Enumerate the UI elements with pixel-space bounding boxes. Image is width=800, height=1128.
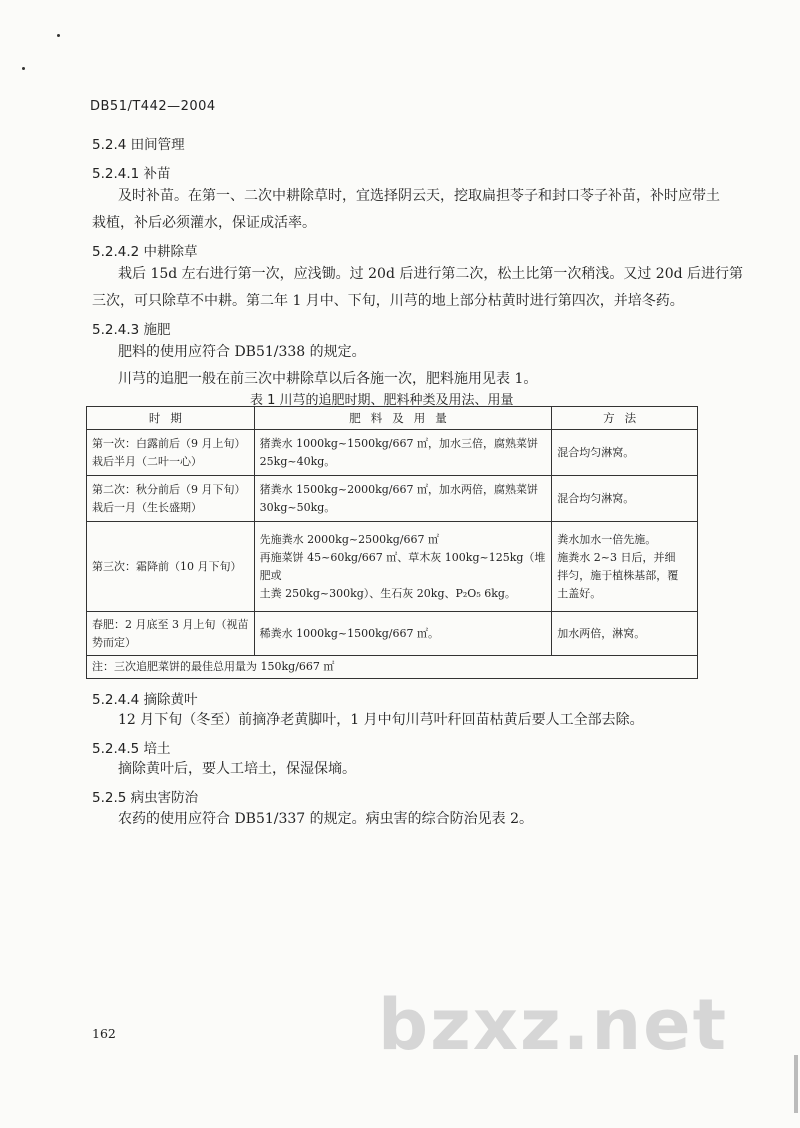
paragraph-line: 及时补苗。在第一、二次中耕除草时，宜选择阴云天，挖取扁担苓子和封口苓子补苗，补时应带土	[118, 188, 720, 204]
paragraph-line: 农药的使用应符合 DB51/337 的规定。病虫害的综合防治见表 2。	[118, 811, 534, 827]
section-heading-5-2-4-3: 5.2.4.3 施肥	[92, 322, 171, 338]
section-heading-5-2-4-2: 5.2.4.2 中耕除草	[92, 244, 198, 260]
paragraph-line: 栽后 15d 左右进行第一次，应浅锄。过 20d 后进行第二次，松土比第一次稍浅。又过 20d 后进行第	[118, 266, 744, 282]
table-note-row	[87, 656, 698, 679]
fertilizer-cell: 先施粪水 2000kg~2500kg/667 ㎡ 再施菜饼 45~60kg/667 ㎡、草木灰 100kg~125kg（堆肥或 土粪 250kg~300kg）、生石灰 20kg、P₂O₅ 6kg。	[254, 522, 552, 612]
section-heading-5-2-4-5: 5.2.4.5 培土	[92, 741, 171, 757]
column-header-fertilizer: 肥料及用量	[254, 407, 552, 430]
paragraph-line: 三次，可只除草不中耕。第二年 1 月中、下旬，川芎的地上部分枯黄时进行第四次，并培冬药。	[92, 293, 684, 309]
period-cell: 第一次：白露前后（9 月上旬） 栽后半月（二叶一心）	[87, 430, 255, 476]
column-header-period: 时期	[87, 407, 255, 430]
fertilizer-cell: 猪粪水 1000kg~1500kg/667 ㎡，加水三倍，腐熟菜饼 25kg~40kg。	[254, 430, 552, 476]
section-heading-5-2-4: 5.2.4 田间管理	[92, 137, 185, 153]
fertilizer-cell: 猪粪水 1500kg~2000kg/667 ㎡，加水两倍，腐熟菜饼 30kg~50kg。	[254, 476, 552, 522]
period-cell: 第三次：霜降前（10 月下旬）	[87, 522, 255, 612]
section-heading-5-2-4-1: 5.2.4.1 补苗	[92, 166, 171, 182]
watermark-text: bzxz.net	[378, 984, 729, 1066]
section-heading-5-2-4-4: 5.2.4.4 摘除黄叶	[92, 692, 198, 708]
page-number: 162	[92, 1026, 116, 1041]
period-cell: 第二次：秋分前后（9 月下旬） 栽后一月（生长盛期）	[87, 476, 255, 522]
table-row	[87, 476, 698, 522]
table-note: 注：三次追肥菜饼的最佳总用量为 150kg/667 ㎡	[87, 656, 698, 679]
scan-edge-shadow	[794, 1055, 798, 1113]
paragraph-line: 栽植，补后必须灌水，保证成活率。	[92, 215, 316, 231]
paragraph-line: 川芎的追肥一般在前三次中耕除草以后各施一次，肥料施用见表 1。	[118, 371, 538, 387]
paragraph-line: 12 月下旬（冬至）前摘净老黄脚叶，1 月中旬川芎叶秆回苗枯黄后要人工全部去除。	[118, 712, 644, 728]
method-cell: 混合均匀淋窝。	[552, 430, 698, 476]
method-cell: 混合均匀淋窝。	[552, 476, 698, 522]
table-row	[87, 522, 698, 612]
section-heading-5-2-5: 5.2.5 病虫害防治	[92, 790, 199, 806]
table-caption: 表 1 川芎的追肥时期、肥料种类及用法、用量	[250, 393, 514, 408]
table-header-row	[87, 407, 698, 430]
method-cell: 粪水加水一倍先施。 施粪水 2~3 日后，并细 拌匀，施于植株基部，覆 土盖好。	[552, 522, 698, 612]
paragraph-line: 摘除黄叶后，要人工培土，保湿保墒。	[118, 761, 356, 777]
method-cell: 加水两倍，淋窝。	[552, 612, 698, 656]
document-id: DB51/T442—2004	[90, 99, 216, 114]
fertilizer-cell: 稀粪水 1000kg~1500kg/667 ㎡。	[254, 612, 552, 656]
table-row	[87, 430, 698, 476]
table-row	[87, 612, 698, 656]
scan-speck	[57, 34, 60, 37]
scan-speck	[22, 67, 25, 70]
column-header-method: 方法	[552, 407, 698, 430]
period-cell: 春肥：2 月底至 3 月上旬（视苗 势而定）	[87, 612, 255, 656]
paragraph-line: 肥料的使用应符合 DB51/338 的规定。	[118, 344, 366, 360]
fertilizer-table	[86, 406, 698, 679]
